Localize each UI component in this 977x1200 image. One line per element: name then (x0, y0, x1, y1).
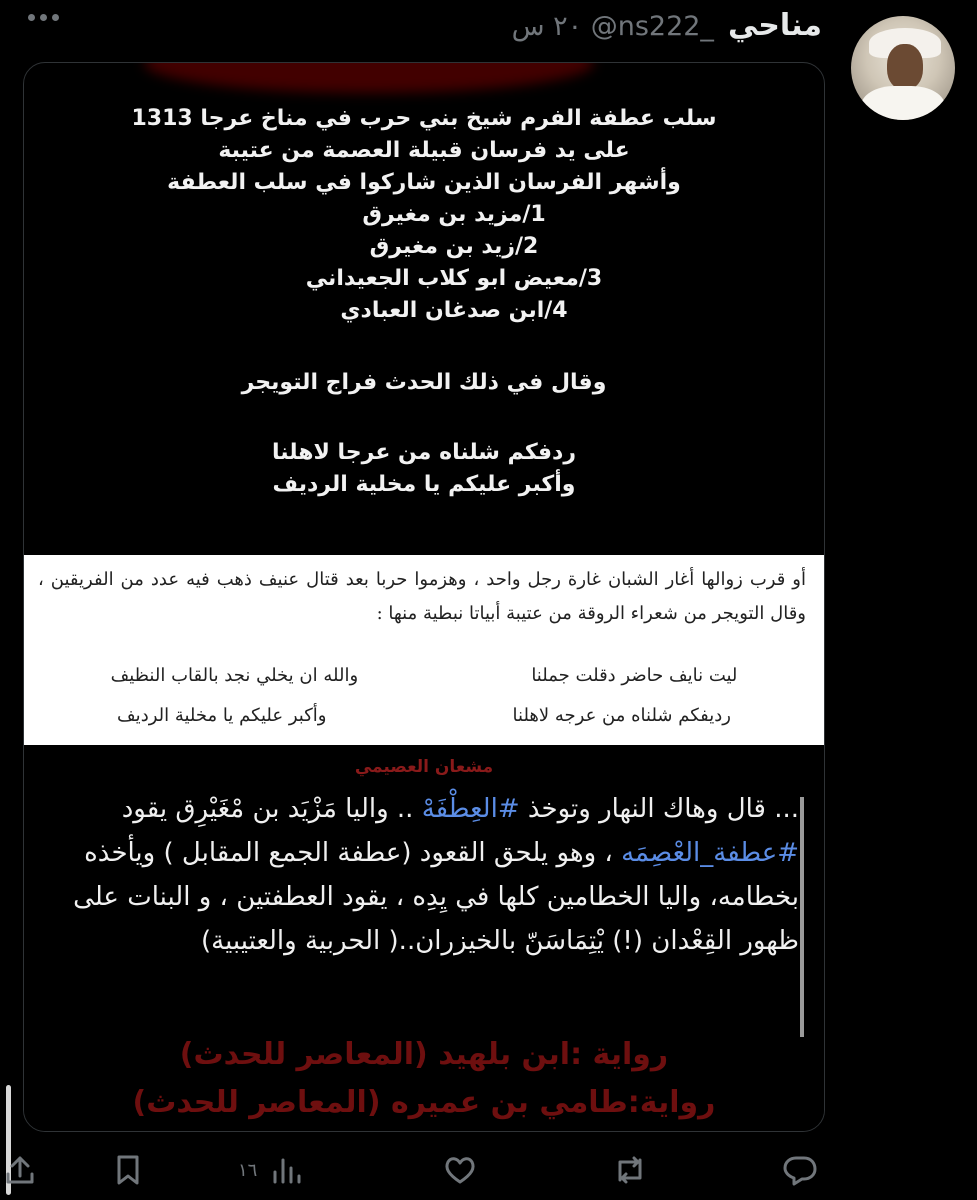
like-button[interactable] (440, 1150, 480, 1190)
bookmark-icon (108, 1150, 148, 1190)
decorative-glow (144, 62, 594, 93)
views-button[interactable] (238, 1150, 307, 1190)
display-name[interactable]: مناحي (727, 8, 822, 43)
image-poem-line: وأكبر عليكم يا مخلية الرديف (272, 472, 576, 497)
image-line: على يد فرسان قبيلة العصمة من عتيبة (218, 138, 630, 163)
quote-bar (800, 797, 804, 1037)
quote-author: مشعان العصيمي (354, 757, 494, 777)
image-line: وأشهر الفرسان الذين شاركوا في سلب العطفة (167, 170, 681, 195)
bookmark-button[interactable] (108, 1150, 148, 1190)
handle[interactable]: @ns222_ (590, 11, 714, 42)
scan-verse-half: والله ان يخلي نجد بالقاب النظيف (110, 665, 359, 686)
narrator-line: رواية :ابن بلهيد (المعاصر للحدث) (179, 1037, 669, 1072)
tweet-time: ٢٠ س (511, 11, 583, 42)
quote-screenshot (24, 745, 824, 1131)
scan-verse-half: ليت نايف حاضر دقلت جملنا (531, 665, 738, 686)
tweet-header (512, 8, 822, 43)
hashtag: #العِطْفَهْ (421, 794, 520, 824)
tweet-actions (0, 1150, 977, 1190)
image-poem-line: ردفكم شلناه من عرجا لاهلنا (272, 440, 576, 465)
heart-icon (440, 1150, 480, 1190)
more-options-icon[interactable] (28, 14, 59, 21)
retweet-icon (610, 1150, 650, 1190)
image-list-line: 2/زيد بن مغيرق (369, 234, 539, 259)
image-text-block (24, 103, 824, 501)
quote-segment: .. واليا مَزْيَد بن مْغَيْرِق يقود (121, 794, 422, 824)
image-line: سلب عطفة الفرم شيخ بني حرب في مناخ عرجا 1313 (131, 106, 717, 131)
share-icon (0, 1150, 40, 1190)
image-said-line: وقال في ذلك الحدث فراج التويجر (241, 370, 607, 395)
retweet-button[interactable] (610, 1150, 650, 1190)
scan-verse-half: وأكبر عليكم يا مخلية الرديف (117, 705, 327, 726)
quote-segment: ، وهو يلحق القعود (عطفة الجمع المقابل ) ويأخذه بخطامه، واليا الخطامين كلها في يِدِه ، يقود العطفتين ، و البنات على ظهور القِعْدان (!) يْتِمَاسَنّ بالخيزران..( الحربية والعتيبية) (73, 838, 799, 956)
scan-verse-half: رديفكم شلناه من عرجه لاهلنا (512, 705, 731, 726)
views-count: ١٦ (238, 1159, 258, 1181)
handle-and-time (512, 11, 714, 42)
share-button[interactable] (0, 1150, 40, 1190)
hashtag: #عطفة_العْصِمَه (621, 838, 799, 868)
reply-button[interactable] (780, 1150, 820, 1190)
scan-verse (24, 705, 824, 726)
scan-verse (24, 665, 824, 686)
image-list-line: 3/معيض ابو كلاب الجعيداني (305, 266, 603, 291)
quote-segment: ... قال وهاك النهار وتوخذ (519, 794, 799, 824)
scanned-book-excerpt (24, 555, 824, 745)
avatar[interactable] (851, 16, 955, 120)
views-icon (267, 1150, 307, 1190)
reply-icon (780, 1150, 820, 1190)
scan-paragraph: أو قرب زوالها أغار الشبان غارة رجل واحد ، وهزموا حربا بعد قتال عنيف ذهب فيه عدد من الفريقين ، وقال التويجر من شعراء الروقة من عتيبة أبياتا نبطية منها : (38, 569, 806, 624)
image-list-line: 4/ابن صدغان العبادي (340, 298, 568, 323)
quote-text (44, 787, 799, 963)
narrator-line: رواية:طامي بن عميره (المعاصر للحدث) (132, 1085, 716, 1120)
tweet-image[interactable] (23, 62, 825, 1132)
image-list-line: 1/مزيد بن مغيرق (362, 202, 546, 227)
